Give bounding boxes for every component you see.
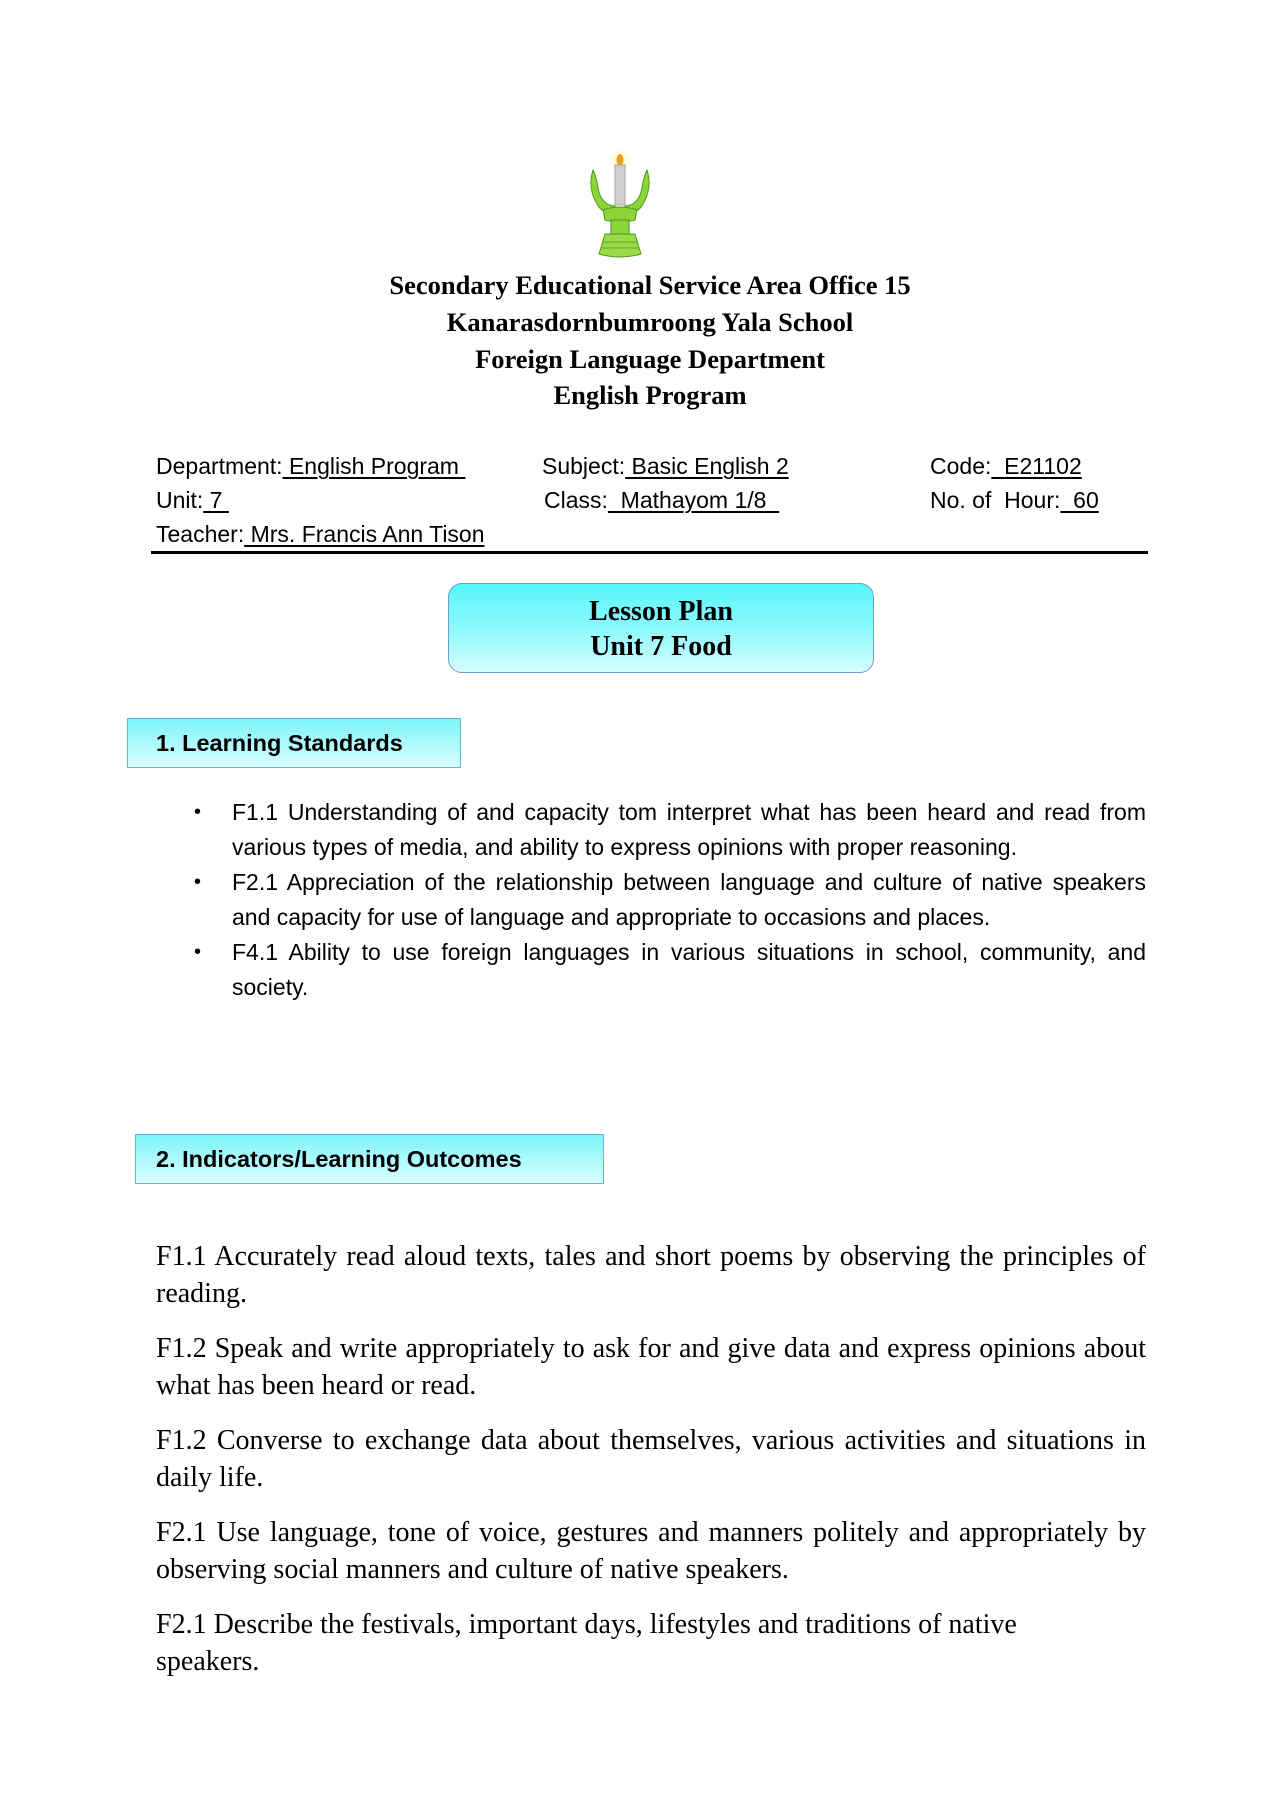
- list-item-text: F2.1 Appreciation of the relationship between language and culture of native speakers and capacity for use of language and appropriate to occasions and places.: [232, 869, 1146, 930]
- hours-label: No. of Hour:: [930, 487, 1061, 513]
- teacher-value: Mrs. Francis Ann Tison: [244, 521, 485, 547]
- header-line-office: Secondary Educational Service Area Office 15: [389, 270, 911, 300]
- code-label: Code:: [930, 453, 992, 479]
- outcome-paragraph-continuation: speakers.: [156, 1646, 260, 1677]
- section-heading-learning-standards: [127, 718, 461, 768]
- list-item: [190, 865, 1146, 935]
- subject-value: Basic English 2: [625, 453, 789, 479]
- subject-field: [542, 452, 789, 480]
- class-value: Mathayom 1/8: [607, 487, 780, 513]
- lesson-plan-title-box: [448, 583, 874, 673]
- unit-field: [156, 486, 229, 514]
- section-heading-text: 1. Learning Standards: [156, 729, 403, 756]
- lesson-plan-title: Lesson Plan: [589, 596, 733, 627]
- teacher-label: Teacher:: [156, 521, 245, 547]
- department-field: [156, 452, 465, 480]
- header-line-school: Kanarasdornbumroong Yala School: [446, 307, 854, 337]
- school-emblem-logo: [585, 148, 655, 268]
- code-value: E21102: [991, 453, 1082, 479]
- bullet-icon: •: [194, 871, 202, 893]
- outcome-paragraph: F2.1 Use language, tone of voice, gestures and manners politely and appropriately by observing social manners and culture of native speakers.: [156, 1517, 1146, 1585]
- subject-label: Subject:: [542, 453, 626, 479]
- unit-label: Unit:: [156, 487, 204, 513]
- outcome-paragraph: F2.1 Describe the festivals, important days, lifestyles and traditions of native: [156, 1609, 1017, 1640]
- class-label: Class:: [544, 487, 608, 513]
- department-value: English Program: [282, 453, 466, 479]
- hours-field: [930, 486, 1099, 514]
- learning-standards-list: [190, 795, 1146, 1005]
- teacher-field: [156, 520, 485, 548]
- code-field: [930, 452, 1082, 480]
- class-field: [544, 486, 779, 514]
- unit-value: 7: [203, 487, 229, 513]
- outcome-paragraph: F1.2 Speak and write appropriately to ask for and give data and express opinions about what has been heard or read.: [156, 1333, 1146, 1401]
- outcome-paragraph: F1.1 Accurately read aloud texts, tales and short poems by observing the principles of reading.: [156, 1241, 1146, 1309]
- hours-value: 60: [1060, 487, 1099, 513]
- section-heading-text: 2. Indicators/Learning Outcomes: [156, 1145, 522, 1172]
- candle-naga-emblem-icon: [585, 148, 655, 268]
- list-item: [190, 935, 1146, 1005]
- list-item-text: F4.1 Ability to use foreign languages in various situations in school, community, and society.: [232, 939, 1146, 1000]
- header-line-program: English Program: [553, 380, 747, 410]
- outcome-paragraph: F1.2 Converse to exchange data about themselves, various activities and situations in daily life.: [156, 1425, 1146, 1493]
- learning-outcomes: [156, 1238, 1146, 1707]
- header-line-department: Foreign Language Department: [475, 344, 825, 374]
- list-item: [190, 795, 1146, 865]
- header-divider: [151, 551, 1148, 554]
- bullet-icon: •: [194, 941, 202, 963]
- section-heading-indicators: [135, 1134, 604, 1184]
- list-item-text: F1.1 Understanding of and capacity tom interpret what has been heard and read from various types of media, and ability to express opinions with proper reasoning.: [232, 799, 1146, 860]
- department-label: Department:: [156, 453, 283, 479]
- lesson-plan-unit: Unit 7 Food: [590, 631, 732, 662]
- bullet-icon: •: [194, 801, 202, 823]
